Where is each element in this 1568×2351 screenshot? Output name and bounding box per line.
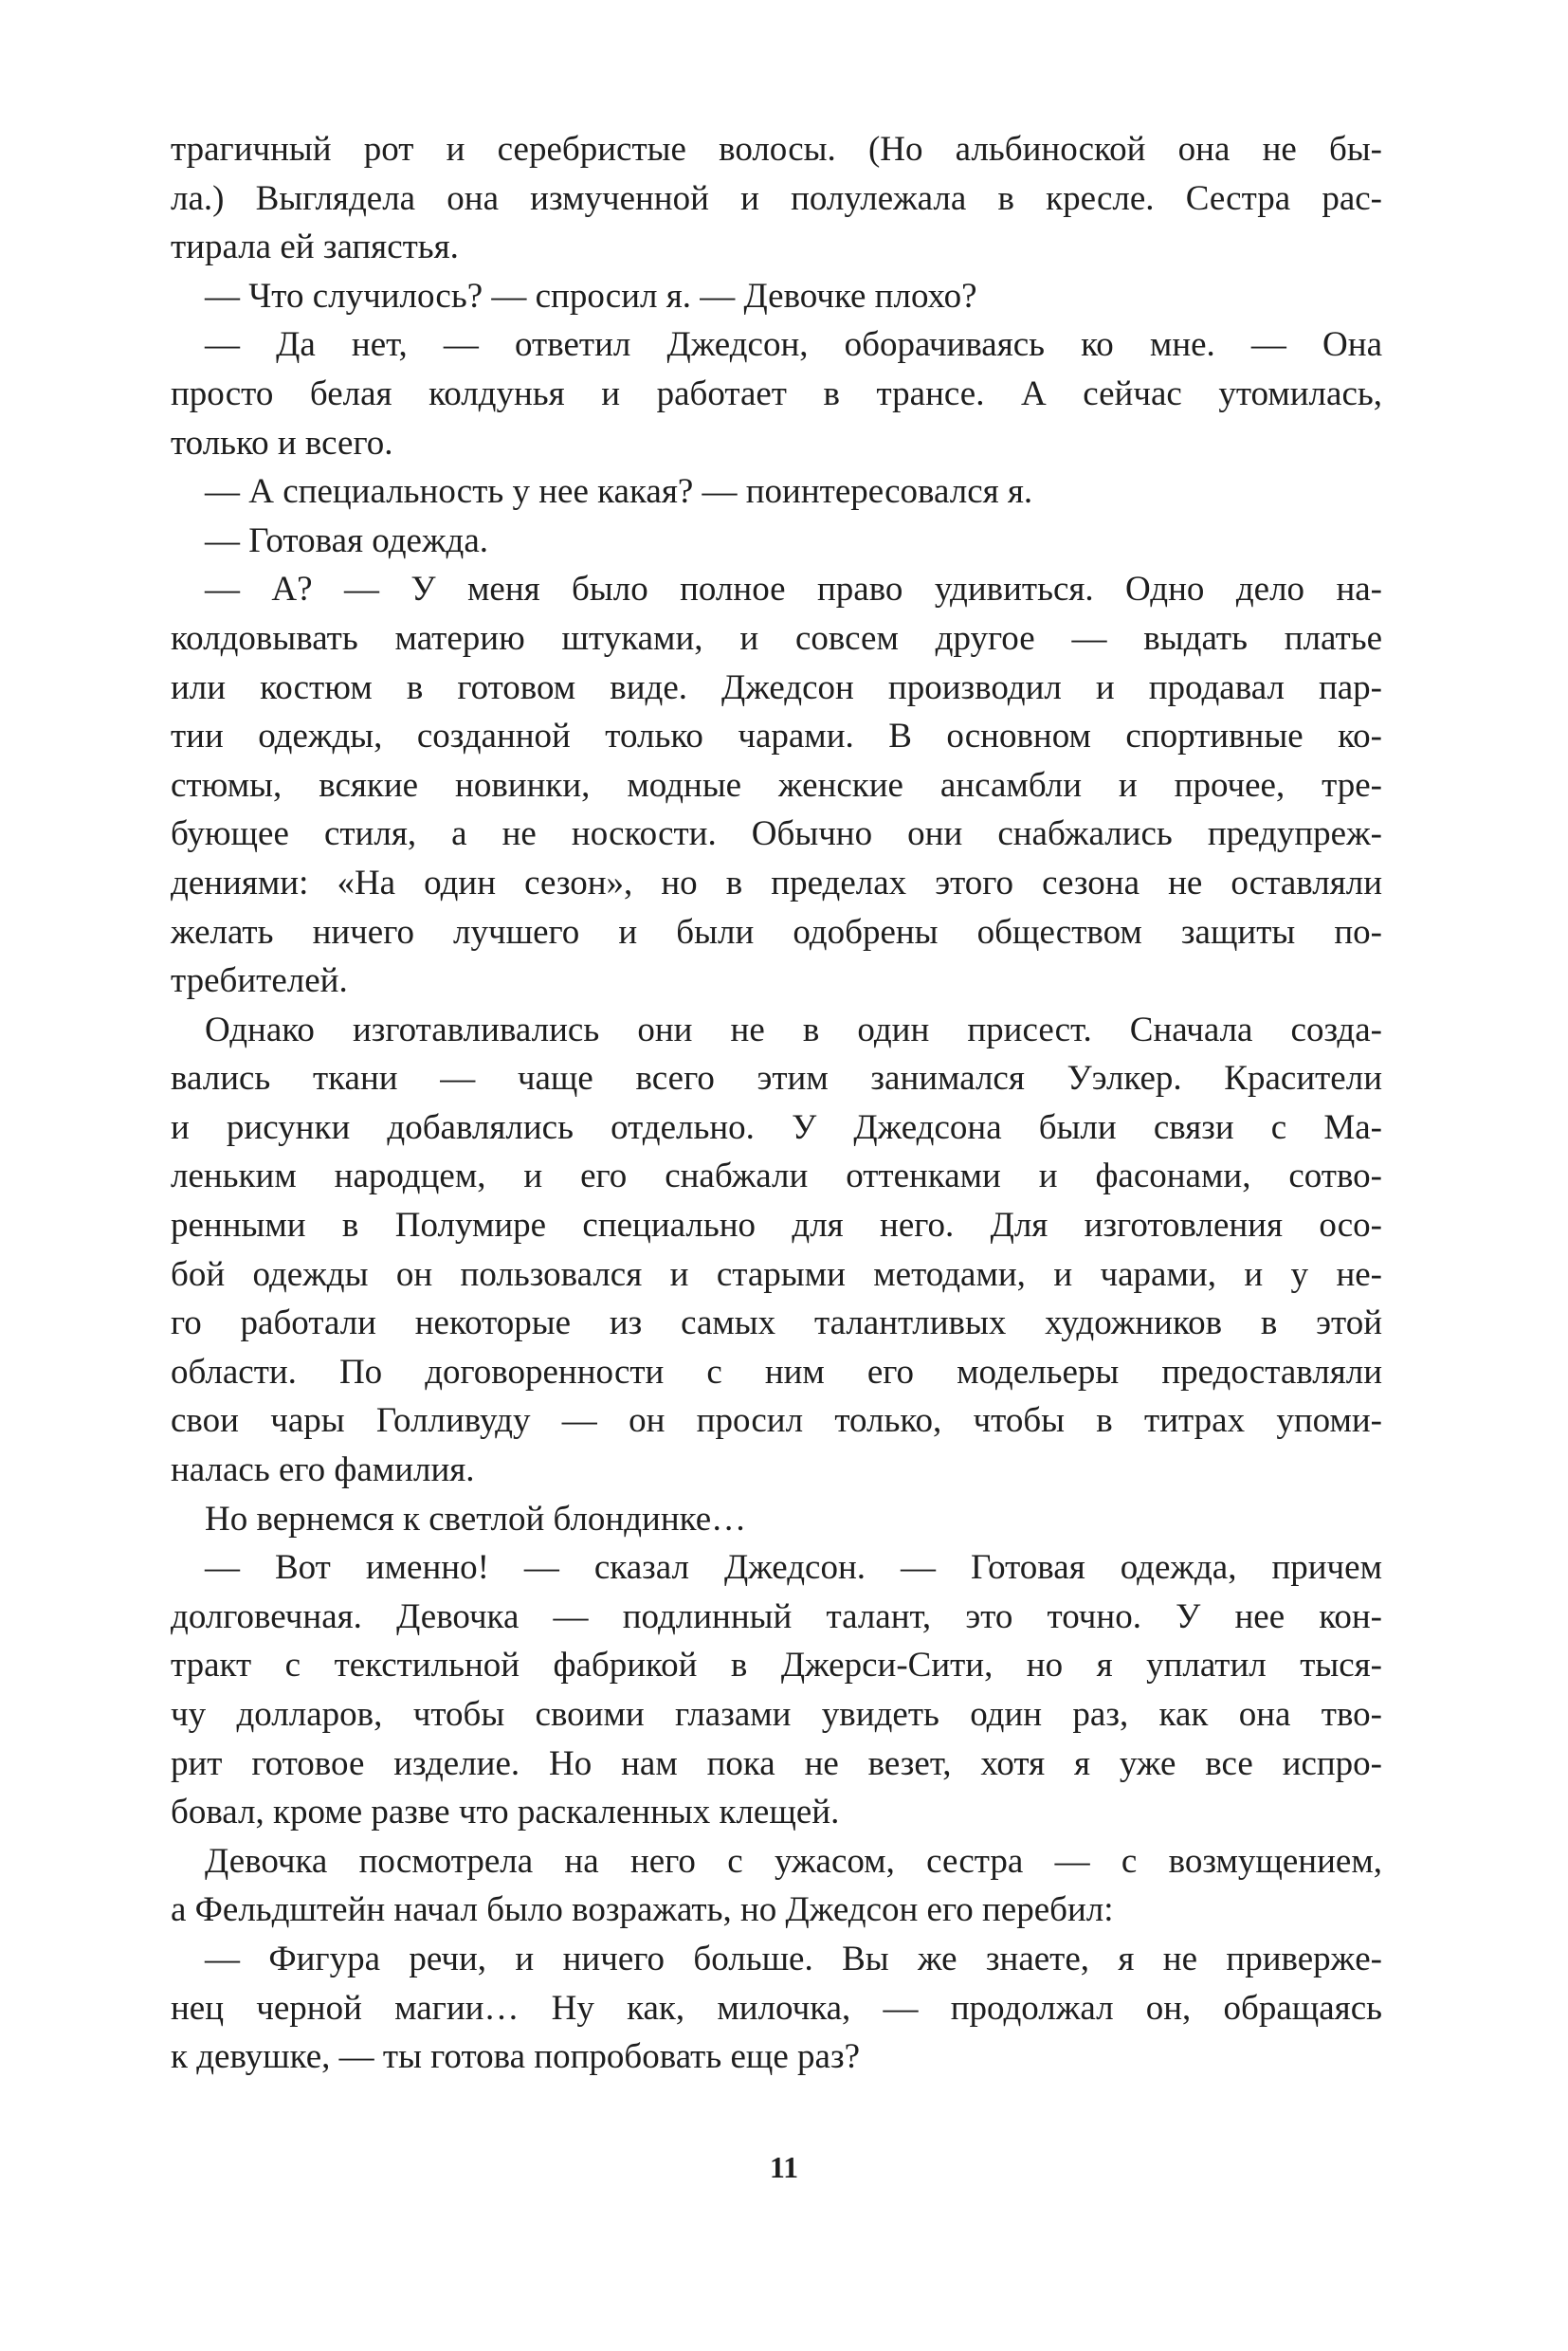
text-line: — Готовая одежда. (205, 520, 488, 560)
text-line: и рисунки добавлялись отдельно. У Джедсона были связи с Ма- (171, 1107, 1382, 1147)
text-line: тирала ей запястья. (171, 228, 459, 267)
text-line: чу долларов, чтобы своими глазами увидеть один раз, как она тво- (171, 1695, 1382, 1734)
text-line: нец черной магии… Ну как, милочка, — продолжал он, обращаясь (171, 1988, 1382, 2028)
text-line: колдовывать материю штуками, и совсем другое — выдать платье (171, 618, 1382, 658)
text-line: — Да нет, — ответил Джедсон, оборачиваясь ко мне. — Она (205, 325, 1382, 365)
text-line: тракт с текстильной фабрикой в Джерси-Сити, но я уплатил тыся- (171, 1646, 1382, 1686)
text-line: рит готовое изделие. Но нам пока не везет, хотя я уже все испро- (171, 1743, 1382, 1783)
text-line: бовал, кроме разве что раскаленных клещей. (171, 1793, 840, 1832)
text-line: свои чары Голливуду — он просил только, чтобы в титрах упоми- (171, 1401, 1382, 1441)
text-line: дениями: «На один сезон», но в пределах этого сезона не оставляли (171, 863, 1382, 902)
text-line: Однако изготавливались они не в один присест. Сначала созда- (205, 1010, 1382, 1049)
text-line: налась его фамилия. (171, 1450, 475, 1490)
text-line: ла.) Выглядела она измученной и полулежала в кресле. Сестра рас- (171, 178, 1382, 218)
text-line: — А? — У меня было полное право удивиться. Одно дело на- (205, 570, 1382, 610)
text-line: го работали некоторые из самых талантливых художников в этой (171, 1303, 1382, 1343)
text-line: трагичный рот и серебристые волосы. (Но альбиноской она не бы- (171, 130, 1382, 169)
page-number: 11 (769, 2150, 799, 2184)
text-line: просто белая колдунья и работает в трансе. А сейчас утомилась, (171, 374, 1382, 413)
text-line: тии одежды, созданной только чарами. В основном спортивные ко- (171, 717, 1382, 756)
text-line: области. По договоренности с ним его модельеры предоставляли (171, 1352, 1382, 1392)
text-line: долговечная. Девочка — подлинный талант, это точно. У нее кон- (171, 1596, 1382, 1636)
text-line: — Что случилось? — спросил я. — Девочке плохо? (205, 276, 977, 316)
text-line: желать ничего лучшего и были одобрены обществом защиты по- (171, 912, 1382, 952)
text-line: или костюм в готовом виде. Джедсон производил и продавал пар- (171, 667, 1382, 707)
text-line: Но вернемся к светлой блондинке… (205, 1499, 747, 1539)
text-line: ренными в Полумире специально для него. Для изготовления осо- (171, 1206, 1382, 1246)
text-line: — Фигура речи, и ничего больше. Вы же знаете, я не привержe- (205, 1939, 1382, 1978)
text-line: Девочка посмотрела на него с ужасом, сестра — с возмущением, (205, 1841, 1382, 1881)
text-line: требителей. (171, 961, 348, 1001)
body-text (171, 125, 1382, 2082)
text-line: а Фельдштейн начал было возражать, но Джедсон его перебил: (171, 1890, 1114, 1930)
text-line: — Вот именно! — сказал Джедсон. — Готовая одежда, причем (205, 1548, 1382, 1588)
text-line: леньким народцем, и его снабжали оттенками и фасонами, сотво- (171, 1157, 1382, 1196)
text-line: стюмы, всякие новинки, модные женские ансамбли и прочее, тре- (171, 765, 1382, 805)
text-line: бой одежды он пользовался и старыми методами, и чарами, и у не- (171, 1254, 1382, 1294)
text-line: только и всего. (171, 423, 393, 463)
text-line: к девушке, — ты готова попробовать еще раз? (171, 2037, 860, 2077)
text-line: — А специальность у нее какая? — поинтересовался я. (205, 472, 1033, 512)
text-line: бующее стиля, а не носкости. Обычно они снабжались предупреж- (171, 814, 1382, 854)
text-line: вались ткани — чаще всего этим занимался Уэлкер. Красители (171, 1059, 1382, 1099)
